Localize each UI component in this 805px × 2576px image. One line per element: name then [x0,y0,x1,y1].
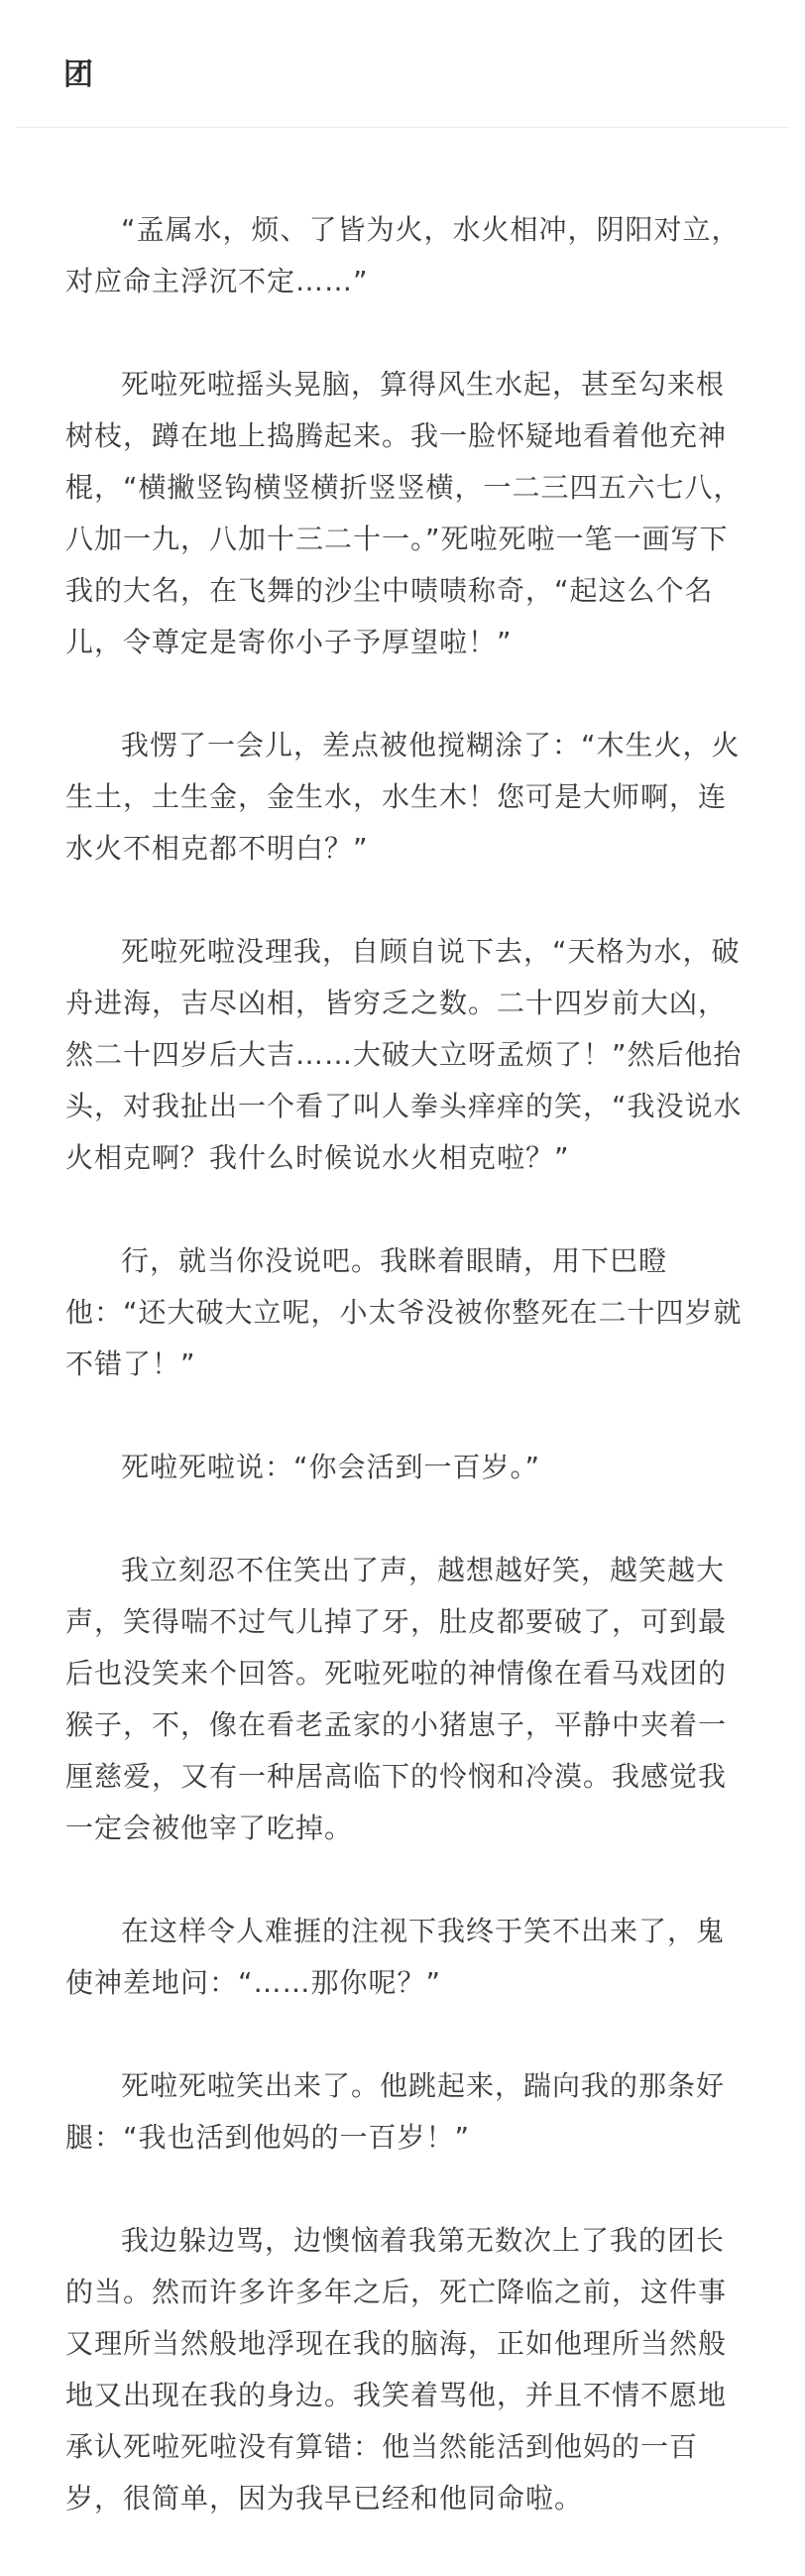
paragraph: 我立刻忍不住笑出了声，越想越好笑，越笑越大声，笑得喘不过气儿掉了牙，肚皮都要破了，可到最后也没笑来个回答。死啦死啦的神情像在看马戏团的猴子，不，像在看老孟家的小猪崽子，平静中夹着一厘慈爱，又有一种居高临下的怜悯和冷漠。我感觉我一定会被他宰了吃掉。 [65,1554,728,1844]
header-divider [16,127,789,128]
paragraph: 死啦死啦摇头晃脑，算得风生水起，甚至勾来根树枝，蹲在地上捣腾起来。我一脸怀疑地看着他充神棍，“横撇竖钩横竖横折竖竖横，一二三四五六七八，八加一九，八加十三二十一。”死啦死啦一笔一画写下我的大名，在飞舞的沙尘中啧啧称奇，“起这么个名儿，令尊定是寄你小子予厚望啦！” [65,368,743,658]
paragraph: “孟属水，烦、了皆为火，水火相冲，阴阳对立，对应命主浮沉不定……” [65,213,741,297]
paragraph: 我边躲边骂，边懊恼着我第无数次上了我的团长的当。然而许多许多年之后，死亡降临之前，这件事又理所当然般地浮现在我的脑海，正如他理所当然般地又出现在我的身边。我笑着骂他，并且不情不愿地承认死啦死啦没有算错：他当然能活到他妈的一百岁，很简单，因为我早已经和他同命啦。 [65,2224,728,2515]
paragraph: 死啦死啦笑出来了。他跳起来，踹向我的那条好腿：“我也活到他妈的一百岁！” [65,2069,726,2154]
paragraph: 在这样令人难捱的注视下我终于笑不出来了，鬼使神差地问：“……那你呢？” [65,1915,726,1999]
article-body [65,204,749,2576]
page-title: 团 [63,58,93,92]
paragraph: 死啦死啦没理我，自顾自说下去，“天格为水，破舟进海，吉尽凶相，皆穷乏之数。二十四岁前大凶，然二十四岁后大吉……大破大立呀孟烦了！”然后他抬头，对我扯出一个看了叫人拳头痒痒的笑，“我没说水火相克啊？我什么时候说水火相克啦？” [65,935,743,1174]
article-header [0,0,805,127]
paragraph: 行，就当你没说吧。我眯着眼睛，用下巴瞪他：“还大破大立呢，小太爷没被你整死在二十四岁就不错了！” [65,1244,743,1380]
paragraph: 我愣了一会儿，差点被他搅糊涂了：“木生火，火生土，土生金，金生水，水生木！您可是大师啊，连水火不相克都不明白？” [65,729,741,865]
paragraph: 死啦死啦说：“你会活到一百岁。” [121,1451,541,1483]
